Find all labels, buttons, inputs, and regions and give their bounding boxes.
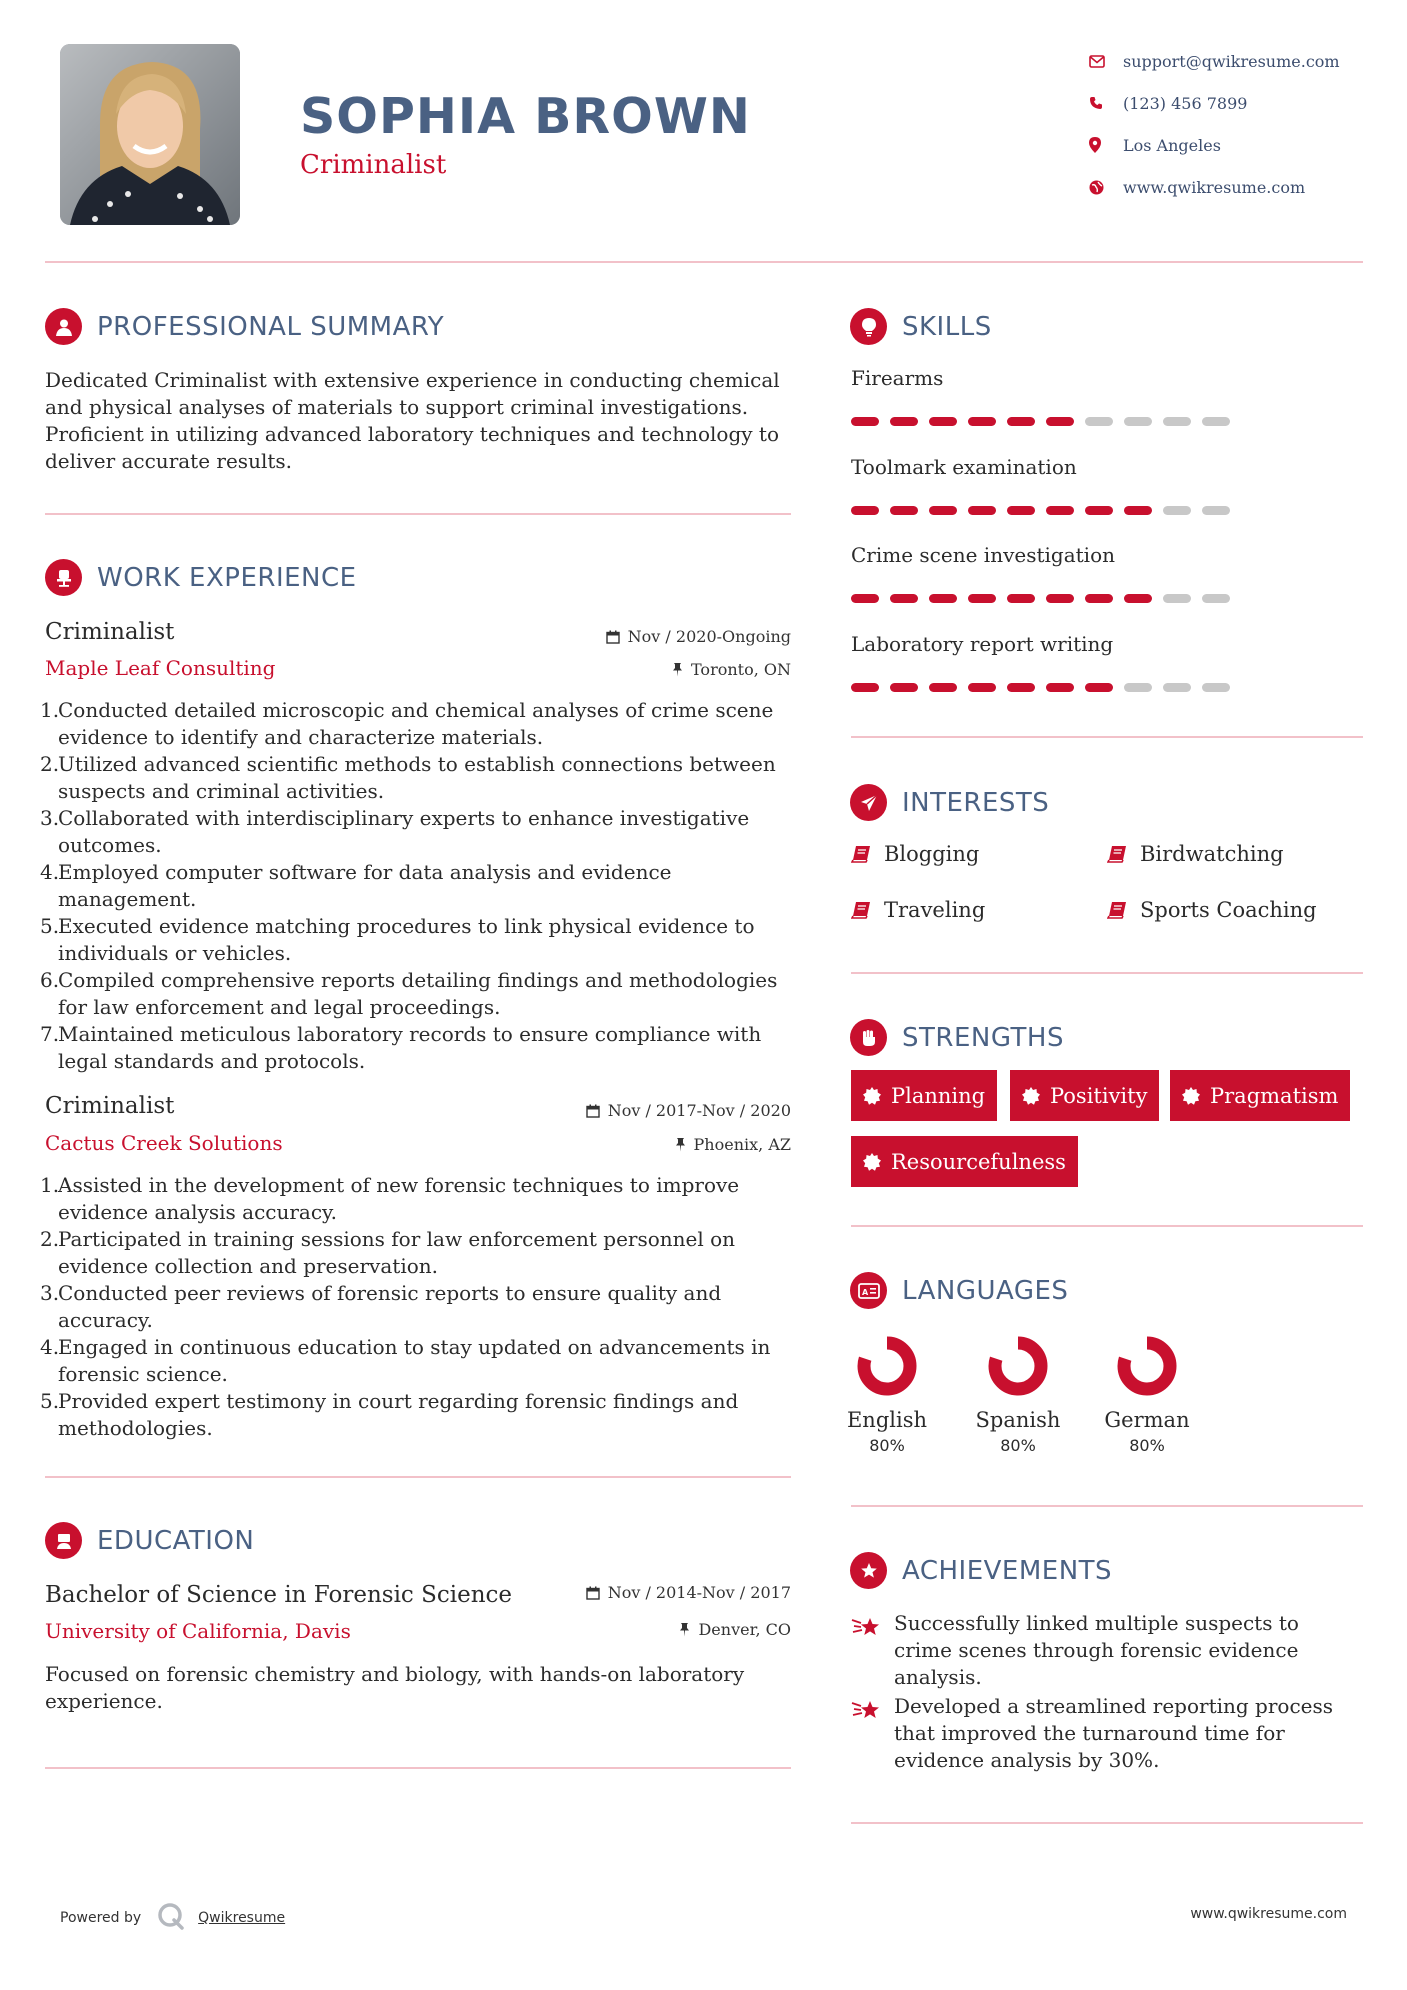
strengths-divider: [851, 1225, 1363, 1227]
shooting-star-icon: [851, 1614, 883, 1640]
interest-item-4: [1107, 898, 1317, 922]
header-divider: [45, 261, 1363, 263]
experience-heading-text: WORK EXPERIENCE: [97, 562, 357, 593]
skill-1-bar: [851, 417, 1241, 426]
language-ring-arc: [864, 1343, 910, 1389]
skill-segment-filled: [929, 594, 957, 603]
skill-segment-empty: [1163, 683, 1191, 692]
list-item: 2. Utilized advanced scientific methods to establish connections between suspects and criminal activities.: [40, 752, 776, 803]
pushpin-icon: [675, 1137, 686, 1152]
skill-segment-filled: [1046, 417, 1074, 426]
language-3-percent: 80%: [1129, 1436, 1165, 1455]
list-item: 4. Employed computer software for data analysis and evidence management.: [40, 860, 672, 911]
list-item: 2. Participated in training sessions for law enforcement personnel on evidence collection and preservation.: [40, 1227, 736, 1278]
language-1: [827, 1334, 947, 1455]
job-2-date: [500, 1101, 791, 1120]
job-1-company: Maple Leaf Consulting: [45, 656, 276, 680]
star-badge-icon: [850, 1552, 887, 1589]
user-icon: [45, 308, 82, 345]
interest-item-2: [1107, 842, 1284, 866]
skill-segment-filled: [1046, 594, 1074, 603]
envelope-icon: [1085, 55, 1123, 68]
skill-segment-empty: [1202, 594, 1230, 603]
book-icon: [1107, 901, 1127, 919]
shooting-star-icon: [851, 1697, 883, 1723]
job-1-location-text: Toronto, ON: [691, 660, 791, 679]
language-3: [1087, 1334, 1207, 1455]
interests-heading: [850, 784, 1049, 821]
skill-segment-empty: [1163, 594, 1191, 603]
language-ring: [986, 1334, 1050, 1398]
list-item: 6. Compiled comprehensive reports detailing findings and methodologies for law enforcement and legal proceedings.: [40, 968, 778, 1019]
interest-item-2-label: Birdwatching: [1140, 842, 1284, 866]
skill-4-name: Laboratory report writing: [851, 632, 1114, 656]
contact-email-text: support@qwikresume.com: [1123, 51, 1340, 71]
strength-tag-1-label: Planning: [891, 1083, 986, 1108]
skill-segment-filled: [851, 594, 879, 603]
skill-segment-empty: [1202, 417, 1230, 426]
achievements-heading: [850, 1552, 1112, 1589]
language-1-name: English: [846, 1408, 928, 1432]
paper-plane-icon: [850, 784, 887, 821]
education-heading-text: EDUCATION: [97, 1525, 255, 1556]
summary-text: Dedicated Criminalist with extensive experience in conducting chemical and physical analyses of materials to support criminal investigations. Proficient in utilizing advanced laboratory techniques and technology to deliver accurate results.: [45, 368, 780, 473]
pushpin-icon: [679, 1622, 690, 1637]
skill-segment-filled: [1085, 594, 1113, 603]
footer-powered-by: [60, 1902, 285, 1934]
education-divider: [45, 1767, 791, 1769]
candidate-name: SOPHIA BROWN: [300, 88, 751, 145]
skill-3-name: Crime scene investigation: [851, 543, 1115, 567]
language-3-name: German: [1104, 1408, 1190, 1432]
education-location: [500, 1620, 791, 1639]
achievement-item-1: [851, 1610, 1363, 1691]
list-item: 1. Assisted in the development of new forensic techniques to improve evidence analysis accuracy.: [40, 1173, 740, 1224]
job-1-date-text: Nov / 2020-Ongoing: [627, 627, 791, 646]
education-heading: [45, 1522, 254, 1559]
list-item: 7. Maintained meticulous laboratory records to ensure compliance with legal standards and protocols.: [40, 1022, 762, 1073]
language-1-percent: 80%: [869, 1436, 905, 1455]
language-card-icon: [850, 1272, 887, 1309]
fist-icon: [850, 1019, 887, 1056]
list-item: 3. Collaborated with interdisciplinary experts to enhance investigative outcomes.: [40, 806, 750, 857]
skill-segment-filled: [968, 594, 996, 603]
skill-segment-filled: [890, 417, 918, 426]
job-2-location: [500, 1135, 791, 1154]
language-ring-arc: [995, 1343, 1041, 1389]
achievement-item-2-text: Developed a streamlined reporting process that improved the turnaround time for evidence analysis by 30%.: [894, 1694, 1334, 1772]
skill-segment-filled: [1085, 506, 1113, 515]
strength-tag-1: [851, 1070, 997, 1121]
strength-tag-4-label: Resourcefulness: [891, 1149, 1066, 1174]
contact-phone-text: (123) 456 7899: [1123, 93, 1248, 113]
skills-heading-text: SKILLS: [902, 311, 992, 342]
list-item: 3. Conducted peer reviews of forensic reports to ensure quality and accuracy.: [40, 1281, 722, 1332]
book-icon: [851, 901, 871, 919]
badge-icon: [863, 1153, 881, 1171]
job-1-location: [500, 660, 791, 679]
skill-4-bar: [851, 683, 1241, 692]
skill-segment-filled: [968, 506, 996, 515]
summary-heading: [45, 308, 444, 345]
skill-segment-filled: [1124, 594, 1152, 603]
languages-heading-text: LANGUAGES: [902, 1275, 1069, 1306]
calendar-icon: [586, 1104, 600, 1118]
strength-tag-4: [851, 1136, 1078, 1187]
skill-segment-filled: [890, 683, 918, 692]
portrait-image: [60, 44, 240, 225]
badge-icon: [863, 1087, 881, 1105]
achievement-item-2: [851, 1693, 1363, 1774]
job-1-title: Criminalist: [45, 619, 175, 645]
achievements-heading-text: ACHIEVEMENTS: [902, 1555, 1113, 1586]
job-2-title: Criminalist: [45, 1093, 175, 1119]
interest-item-1-label: Blogging: [884, 842, 980, 866]
skill-segment-filled: [1007, 683, 1035, 692]
map-pin-icon: [1085, 137, 1123, 153]
skill-segment-filled: [929, 683, 957, 692]
skill-segment-filled: [1046, 506, 1074, 515]
job-1-date: [500, 627, 791, 646]
skill-segment-empty: [1085, 417, 1113, 426]
strengths-heading-text: STRENGTHS: [902, 1022, 1064, 1053]
job-2-date-text: Nov / 2017-Nov / 2020: [607, 1101, 791, 1120]
skill-segment-filled: [968, 683, 996, 692]
list-item: 5. Provided expert testimony in court regarding forensic findings and methodologies.: [40, 1389, 739, 1440]
contact-website-text: www.qwikresume.com: [1123, 177, 1306, 197]
skill-segment-empty: [1202, 506, 1230, 515]
skills-divider: [851, 736, 1363, 738]
skill-segment-filled: [968, 417, 996, 426]
book-icon: [1107, 845, 1127, 863]
list-item: 5. Executed evidence matching procedures to link physical evidence to individuals or vehicles.: [40, 914, 755, 965]
chair-icon: [45, 559, 82, 596]
education-school: University of California, Davis: [45, 1619, 351, 1643]
strength-tag-2-label: Positivity: [1050, 1083, 1148, 1108]
skill-segment-empty: [1163, 417, 1191, 426]
lightbulb-icon: [850, 308, 887, 345]
strength-tag-3: [1170, 1070, 1350, 1121]
skill-segment-filled: [1046, 683, 1074, 692]
experience-heading: [45, 559, 357, 596]
languages-divider: [851, 1505, 1363, 1507]
contact-phone[interactable]: [1085, 82, 1385, 124]
interest-item-4-label: Sports Coaching: [1140, 898, 1317, 922]
education-date: [500, 1583, 791, 1602]
qwikresume-link[interactable]: Qwikresume: [198, 1910, 286, 1926]
svg-text:A: A: [861, 1287, 868, 1297]
contact-location: [1085, 124, 1385, 166]
skill-segment-filled: [1085, 683, 1113, 692]
job-2-location-text: Phoenix, AZ: [693, 1135, 791, 1154]
strength-tag-2: [1010, 1070, 1159, 1121]
candidate-title: Criminalist: [300, 150, 447, 180]
skill-segment-filled: [1007, 506, 1035, 515]
skills-heading: [850, 308, 992, 345]
language-ring: [855, 1334, 919, 1398]
skill-segment-filled: [1007, 417, 1035, 426]
skill-segment-filled: [890, 594, 918, 603]
profile-photo: [60, 44, 240, 225]
interests-divider: [851, 972, 1363, 974]
language-ring: [1115, 1334, 1179, 1398]
skill-segment-filled: [929, 417, 957, 426]
interests-heading-text: INTERESTS: [902, 787, 1050, 818]
skill-segment-filled: [851, 417, 879, 426]
skill-segment-filled: [1124, 506, 1152, 515]
experience-divider: [45, 1476, 791, 1478]
summary-heading-text: PROFESSIONAL SUMMARY: [97, 311, 445, 342]
footer-website[interactable]: www.qwikresume.com: [1190, 1906, 1347, 1922]
language-2-percent: 80%: [1000, 1436, 1036, 1455]
skill-3-bar: [851, 594, 1241, 603]
skill-segment-empty: [1124, 417, 1152, 426]
calendar-icon: [606, 630, 620, 644]
skill-segment-filled: [851, 683, 879, 692]
strength-tag-3-label: Pragmatism: [1210, 1083, 1339, 1108]
skill-segment-empty: [1163, 506, 1191, 515]
skill-2-bar: [851, 506, 1241, 515]
skill-segment-filled: [929, 506, 957, 515]
contact-list: [1085, 40, 1385, 208]
summary-divider: [45, 513, 791, 515]
language-2: [958, 1334, 1078, 1455]
contact-location-text: Los Angeles: [1123, 135, 1221, 155]
interest-item-1: [851, 842, 979, 866]
pushpin-icon: [672, 662, 683, 677]
achievements-divider: [851, 1822, 1363, 1824]
list-item: 4. Engaged in continuous education to stay updated on advancements in forensic science.: [40, 1335, 771, 1386]
skill-segment-empty: [1202, 683, 1230, 692]
achievement-item-1-text: Successfully linked multiple suspects to crime scenes through forensic evidence analysis.: [894, 1611, 1299, 1689]
language-2-name: Spanish: [975, 1408, 1061, 1432]
phone-icon: [1085, 96, 1123, 110]
contact-email[interactable]: [1085, 40, 1385, 82]
skill-segment-filled: [851, 506, 879, 515]
language-ring-arc: [1124, 1343, 1170, 1389]
job-1-duties: [40, 697, 800, 1075]
interest-item-3-label: Traveling: [884, 898, 986, 922]
education-date-text: Nov / 2014-Nov / 2017: [607, 1583, 791, 1602]
globe-icon: [1085, 180, 1123, 195]
strengths-heading: [850, 1019, 1064, 1056]
badge-icon: [1182, 1087, 1200, 1105]
skill-segment-filled: [1007, 594, 1035, 603]
skill-segment-empty: [1124, 683, 1152, 692]
languages-heading: [850, 1272, 1068, 1309]
qwikresume-logo-icon: [156, 1902, 186, 1934]
interest-item-3: [851, 898, 985, 922]
contact-website[interactable]: [1085, 166, 1385, 208]
job-2-company: Cactus Creek Solutions: [45, 1131, 283, 1155]
graduate-icon: [45, 1522, 82, 1559]
list-item: 1. Conducted detailed microscopic and chemical analyses of crime scene evidence to identify and characterize materials.: [40, 698, 774, 749]
skill-2-name: Toolmark examination: [851, 455, 1077, 479]
powered-by-label: Powered by: [60, 1910, 142, 1926]
job-2-duties: [40, 1172, 800, 1442]
calendar-icon: [586, 1586, 600, 1600]
skill-1-name: Firearms: [851, 366, 944, 390]
education-description: Focused on forensic chemistry and biology, with hands-on laboratory experience.: [45, 1662, 745, 1713]
education-degree: Bachelor of Science in Forensic Science: [45, 1582, 513, 1608]
badge-icon: [1022, 1087, 1040, 1105]
education-location-text: Denver, CO: [698, 1620, 791, 1639]
book-icon: [851, 845, 871, 863]
skill-segment-filled: [890, 506, 918, 515]
